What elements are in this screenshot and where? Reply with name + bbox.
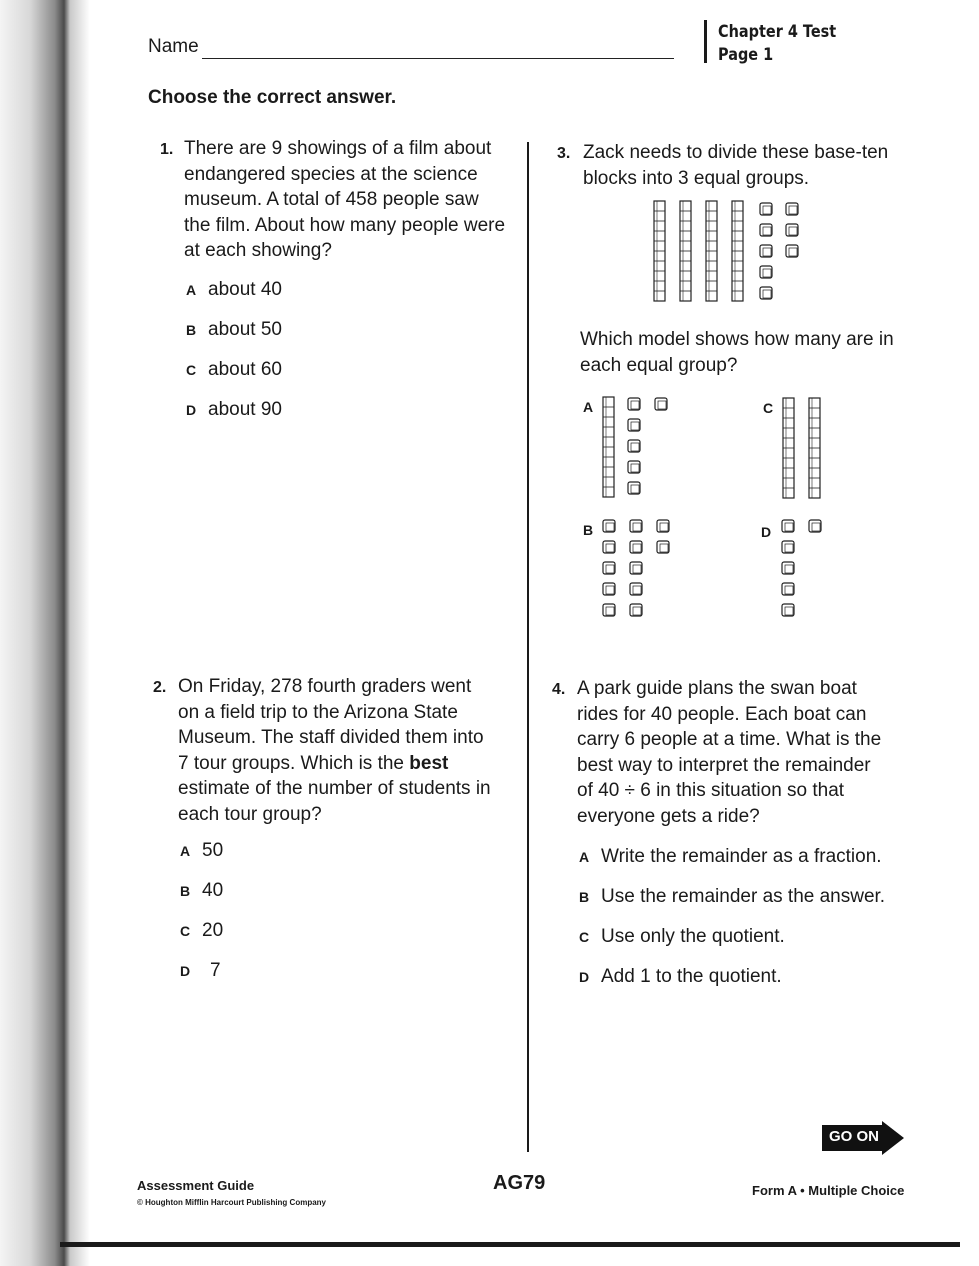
footer-copyright: © Houghton Mifflin Harcourt Publishing Company xyxy=(137,1198,326,1207)
chapter-title: Chapter 4 Test xyxy=(718,22,837,42)
choice-text: 20 xyxy=(202,920,224,941)
question-text-line xyxy=(178,751,491,777)
one-cube xyxy=(603,583,615,595)
footer-page-code: AG79 xyxy=(493,1172,546,1194)
one-cube xyxy=(782,604,794,616)
one-cube xyxy=(603,520,615,532)
one-cube xyxy=(786,224,798,236)
choice-letter: C xyxy=(180,923,191,939)
model-a-choice[interactable] xyxy=(603,397,667,497)
model-d-choice[interactable] xyxy=(782,520,821,616)
one-cube xyxy=(630,562,642,574)
base-ten-blocks-given xyxy=(640,195,820,315)
ten-rod xyxy=(732,201,743,301)
base-ten-answer-models xyxy=(578,392,938,632)
one-cube xyxy=(628,461,640,473)
one-cube xyxy=(760,203,772,215)
page-bottom-edge xyxy=(60,1242,960,1247)
choice-letter: A xyxy=(186,282,197,298)
one-cube xyxy=(630,604,642,616)
question-4-text xyxy=(577,676,881,829)
question-text-line: of 40 ÷ 6 in this situation so that xyxy=(577,780,845,801)
one-cube xyxy=(628,482,640,494)
choice-text: about 50 xyxy=(208,319,282,340)
one-cube xyxy=(603,562,615,574)
model-a-label: A xyxy=(583,399,594,415)
question-text-line: at each showing? xyxy=(184,240,332,261)
name-label: Name xyxy=(148,36,199,57)
choice-text: 40 xyxy=(202,880,224,901)
question-text-line: Which model shows how many are in xyxy=(580,329,894,350)
one-cube xyxy=(630,583,642,595)
question-text-line: museum. A total of 458 people saw xyxy=(184,189,479,210)
question-4-choice-a[interactable] xyxy=(579,846,882,868)
model-b-label: B xyxy=(583,522,594,538)
model-b-choice[interactable] xyxy=(603,520,669,616)
one-cube xyxy=(603,604,615,616)
one-cube xyxy=(630,520,642,532)
choice-letter: D xyxy=(186,402,197,418)
go-on-label: GO ON xyxy=(829,1128,880,1145)
choice-text: Write the remainder as a fraction. xyxy=(601,846,882,867)
question-4-choice-c[interactable] xyxy=(579,926,785,948)
one-cube xyxy=(782,541,794,553)
question-2-choice-b[interactable] xyxy=(180,880,223,902)
model-d-label: D xyxy=(761,524,772,540)
question-4-number: 4. xyxy=(552,681,566,698)
model-c-choice[interactable] xyxy=(783,398,820,498)
scan-binding-shadow xyxy=(0,0,92,1266)
header-divider xyxy=(704,20,707,63)
choice-text: about 90 xyxy=(208,399,282,420)
question-text-line: There are 9 showings of a film about xyxy=(184,138,492,159)
question-text-line: the film. About how many people were xyxy=(184,214,506,236)
one-cube xyxy=(760,266,772,278)
question-1-choice-d[interactable] xyxy=(186,399,282,421)
choice-text: 50 xyxy=(202,840,224,861)
question-text-line: Museum. The staff divided them into xyxy=(178,727,484,748)
name-field-line[interactable] xyxy=(202,58,674,59)
question-text-line: on a field trip to the Arizona State xyxy=(178,701,458,723)
question-1-choice-c[interactable] xyxy=(186,359,282,381)
question-2-text xyxy=(178,674,491,827)
question-text-line: each equal group? xyxy=(580,354,738,376)
question-2-choice-a[interactable] xyxy=(180,840,223,862)
one-cube xyxy=(760,287,772,299)
one-cube xyxy=(657,541,669,553)
footer-assessment-guide: Assessment Guide xyxy=(137,1178,255,1193)
footer-form-label: Form A • Multiple Choice xyxy=(752,1183,905,1198)
emphasis-word: best xyxy=(409,752,449,774)
choice-text: about 40 xyxy=(208,279,282,300)
question-3-prompt xyxy=(580,327,894,378)
instructions: Choose the correct answer. xyxy=(148,87,397,108)
one-cube xyxy=(786,203,798,215)
question-1-choice-b[interactable] xyxy=(186,319,282,341)
question-2-number: 2. xyxy=(153,679,167,696)
question-text-line: blocks into 3 equal groups. xyxy=(583,167,810,189)
one-cube xyxy=(782,562,794,574)
choice-letter: B xyxy=(186,322,197,338)
choice-letter: C xyxy=(579,929,590,945)
one-cube xyxy=(760,224,772,236)
question-text-line: endangered species at the science xyxy=(184,163,478,185)
choice-letter: D xyxy=(180,963,191,979)
choice-letter: A xyxy=(180,843,191,859)
one-cube xyxy=(786,245,798,257)
question-text-line: A park guide plans the swan boat xyxy=(577,678,857,699)
choice-text: 7 xyxy=(210,960,221,981)
model-c-label: C xyxy=(763,400,774,416)
question-2-choice-c[interactable] xyxy=(180,920,223,942)
one-cube xyxy=(760,245,772,257)
choice-letter: B xyxy=(180,883,191,899)
ten-rod xyxy=(706,201,717,301)
question-text-line: estimate of the number of students in xyxy=(178,778,491,799)
one-cube xyxy=(782,583,794,595)
question-text-line: On Friday, 278 fourth graders went xyxy=(178,676,472,697)
question-text-line: rides for 40 people. Each boat can xyxy=(577,703,867,725)
one-cube xyxy=(628,440,640,452)
ten-rod xyxy=(603,397,614,497)
question-2-choice-d[interactable] xyxy=(180,960,221,982)
question-text-line: Zack needs to divide these base-ten xyxy=(583,142,889,163)
question-text-line: best way to interpret the remainder xyxy=(577,754,871,776)
one-cube xyxy=(657,520,669,532)
question-1-text xyxy=(184,136,505,264)
ten-rod xyxy=(654,201,665,301)
one-cube xyxy=(809,520,821,532)
choice-letter: C xyxy=(186,362,197,378)
ten-rod xyxy=(809,398,820,498)
question-1-number: 1. xyxy=(160,141,174,158)
question-text-line: each tour group? xyxy=(178,803,322,825)
choice-text: Add 1 to the quotient. xyxy=(601,966,782,987)
question-3-text xyxy=(583,140,888,191)
ten-rod xyxy=(680,201,691,301)
ten-rod xyxy=(783,398,794,498)
question-3-number: 3. xyxy=(557,145,571,162)
choice-letter: A xyxy=(579,849,590,865)
choice-text: Use the remainder as the answer. xyxy=(601,886,886,907)
choice-letter: D xyxy=(579,969,590,985)
question-text-line: everyone gets a ride? xyxy=(577,805,760,827)
one-cube xyxy=(782,520,794,532)
question-1-choice-a[interactable] xyxy=(186,279,282,301)
one-cube xyxy=(630,541,642,553)
one-cube xyxy=(655,398,667,410)
page-label: Page 1 xyxy=(718,45,774,65)
choice-text: about 60 xyxy=(208,359,282,380)
choice-letter: B xyxy=(579,889,590,905)
question-text-line: carry 6 people at a time. What is the xyxy=(577,729,882,750)
one-cube xyxy=(628,419,640,431)
column-divider xyxy=(527,142,529,1152)
question-4-choice-b[interactable] xyxy=(579,886,885,908)
question-text-segment: 7 tour groups. Which is the xyxy=(178,752,404,774)
one-cube xyxy=(628,398,640,410)
choice-text: Use only the quotient. xyxy=(601,926,785,947)
question-4-choice-d[interactable] xyxy=(579,966,782,988)
one-cube xyxy=(603,541,615,553)
